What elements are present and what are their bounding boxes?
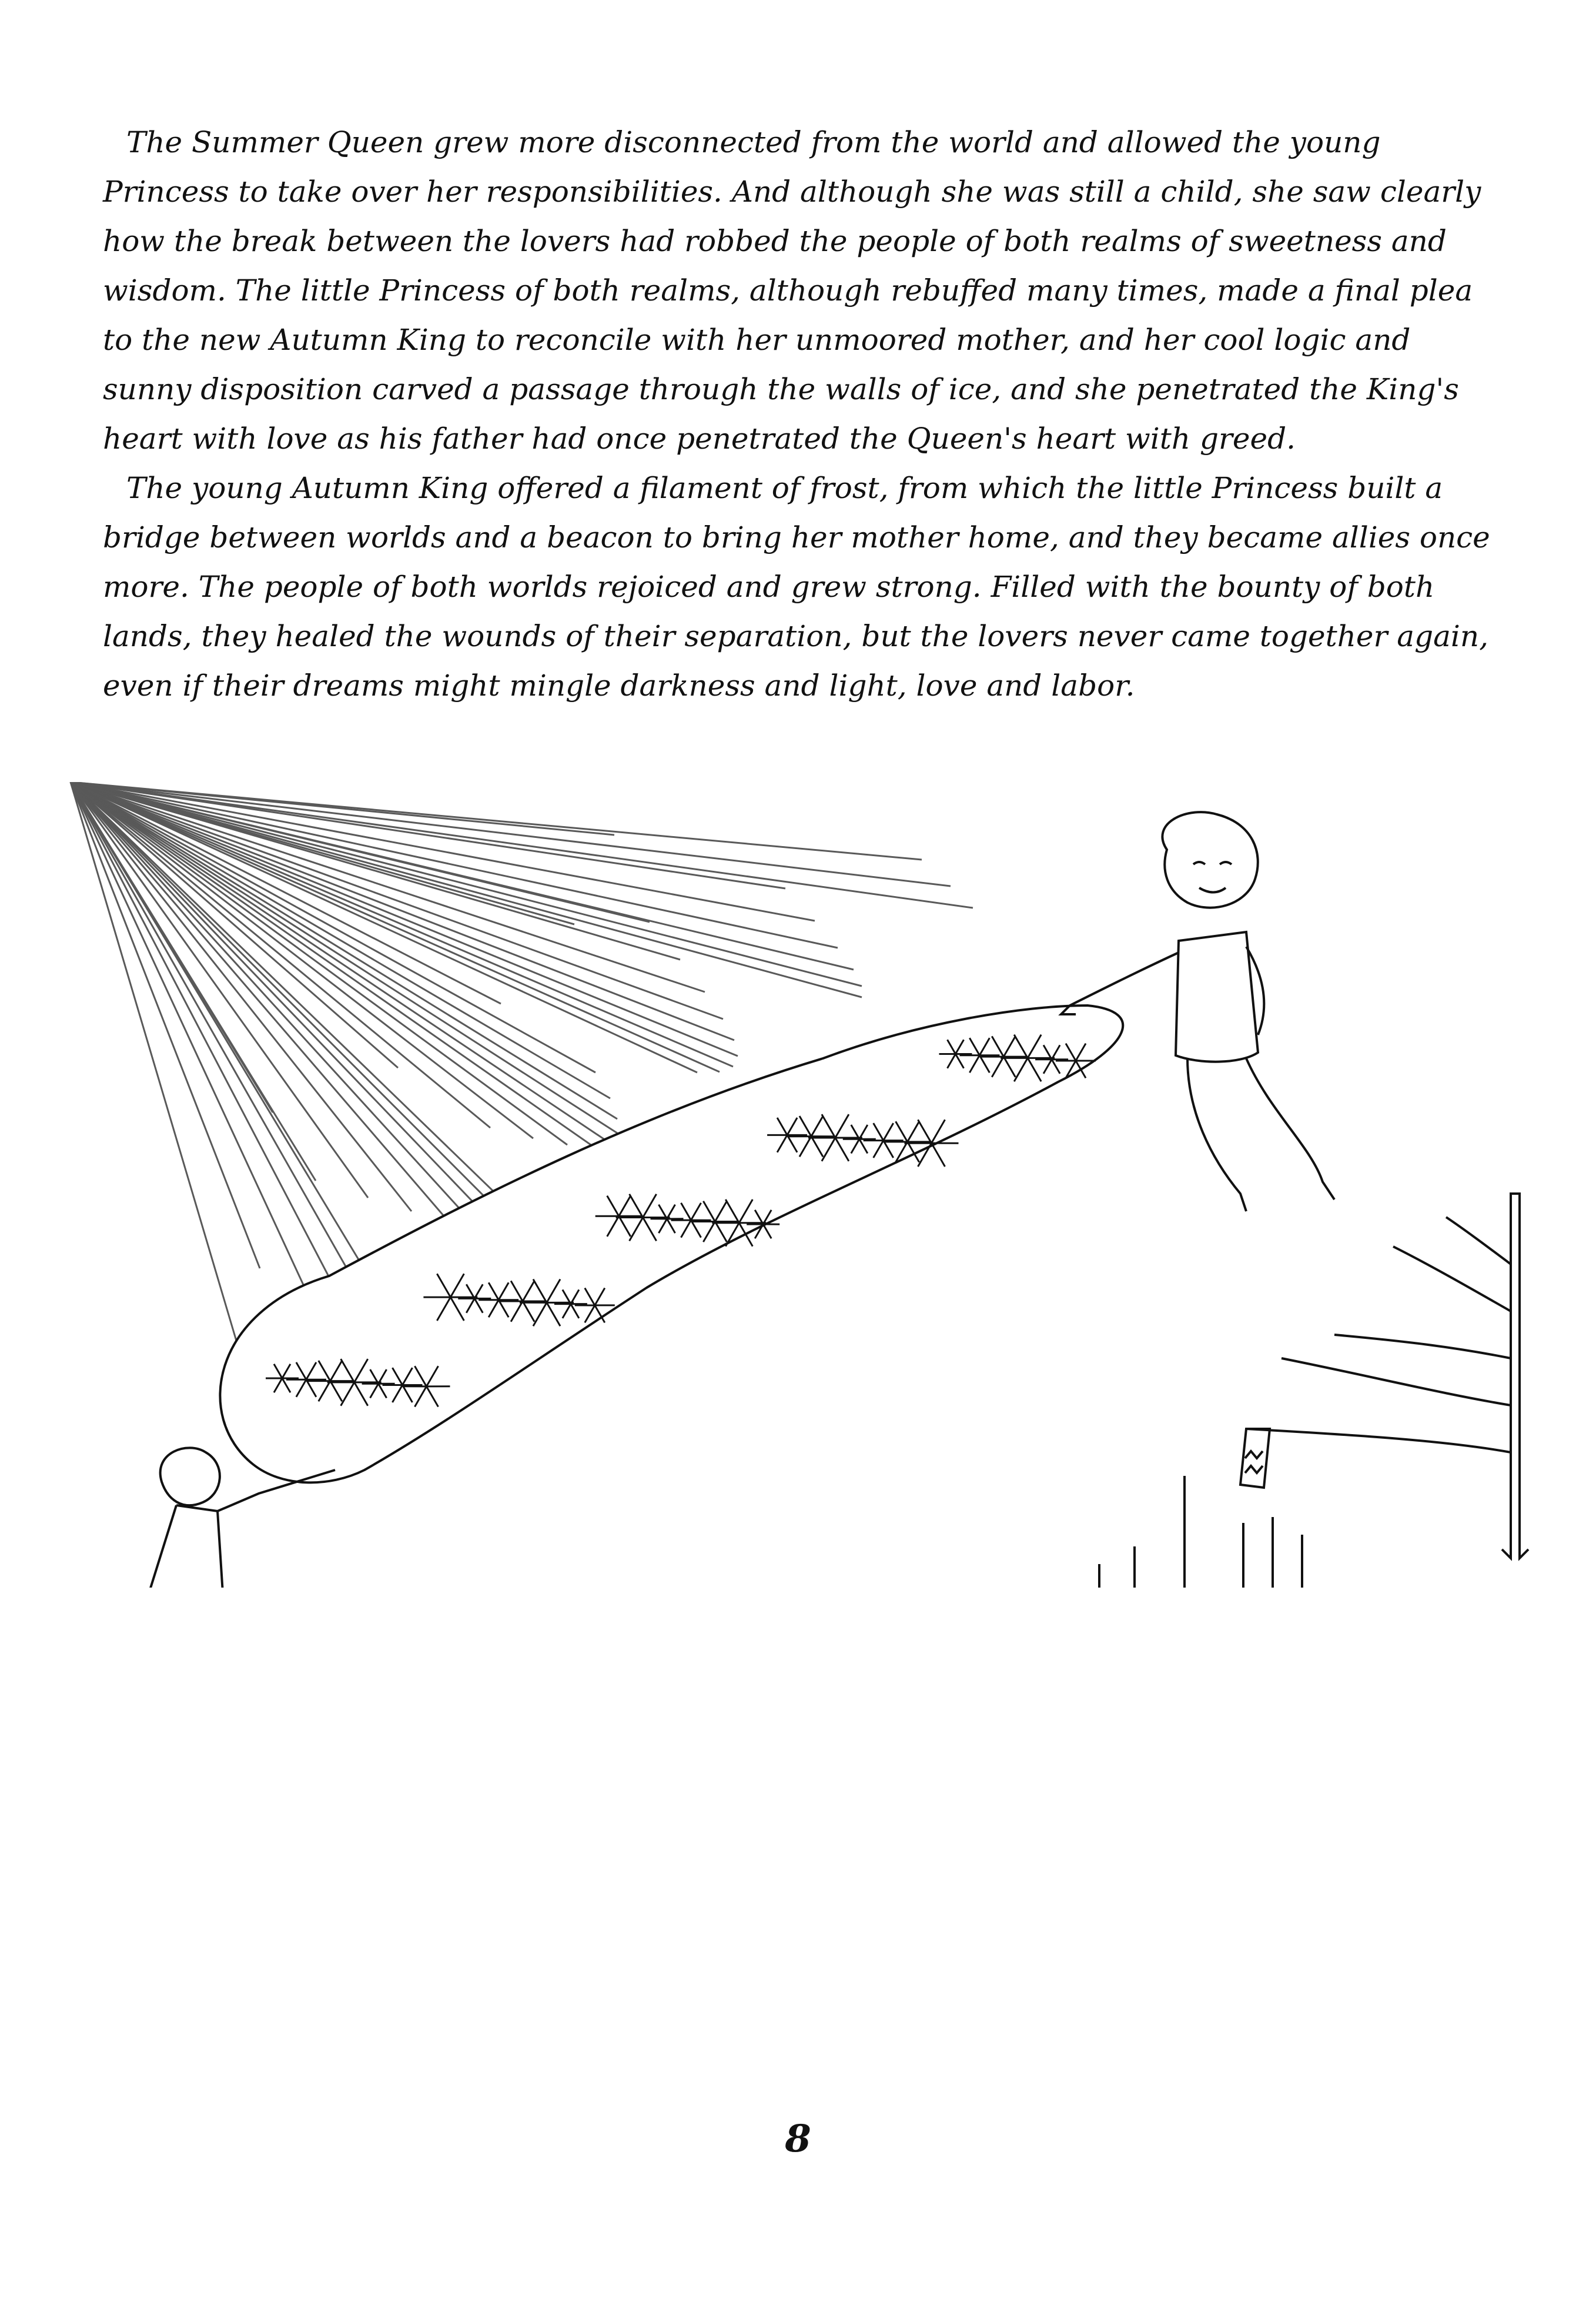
sun-ray <box>71 782 339 1297</box>
paragraph-2: The young Autumn King offered a filament of frost, from which the little Princess built a bridge between worlds and a beacon to bring her mother home, and they became allies once more. The people of both worlds rejoiced and grew strong. Filled with the bounty of both lands, they healed the wounds of their separation, but the lovers never came together again, even if their dreams might mingle darkness and light, love and labor. <box>103 471 1490 703</box>
sun-ray <box>71 782 862 986</box>
page-number: 8 <box>785 2117 811 2161</box>
sun-ray <box>71 782 610 1098</box>
sun-ray <box>71 782 854 970</box>
sun-ray <box>71 782 838 948</box>
story-text <box>103 118 1496 710</box>
sun-ray <box>71 782 411 1211</box>
autumn-tree <box>1099 1194 1528 1588</box>
snowflake-bridge <box>220 1005 1123 1482</box>
illustration <box>0 782 1596 1588</box>
sun-ray <box>71 782 447 1220</box>
sun-ray <box>71 782 720 1072</box>
paragraph-1: The Summer Queen grew more disconnected from the world and allowed the young Princess to take over her responsibilities. And although she was still a child, she saw clearly how the break between the lovers had robbed the people of both realms of sweetness and wisdom. The little Princess of both realms, although rebuffed many times, made a final plea to the new Autumn King to reconcile with her unmoored mother, and her cool logic and sunny disposition carved a passage through the walls of ice, and she penetrated the King's heart with love as his father had once penetrated the Queen's heart with greed. <box>103 125 1481 456</box>
sun-ray <box>71 782 367 1304</box>
sun-ray <box>71 782 785 888</box>
